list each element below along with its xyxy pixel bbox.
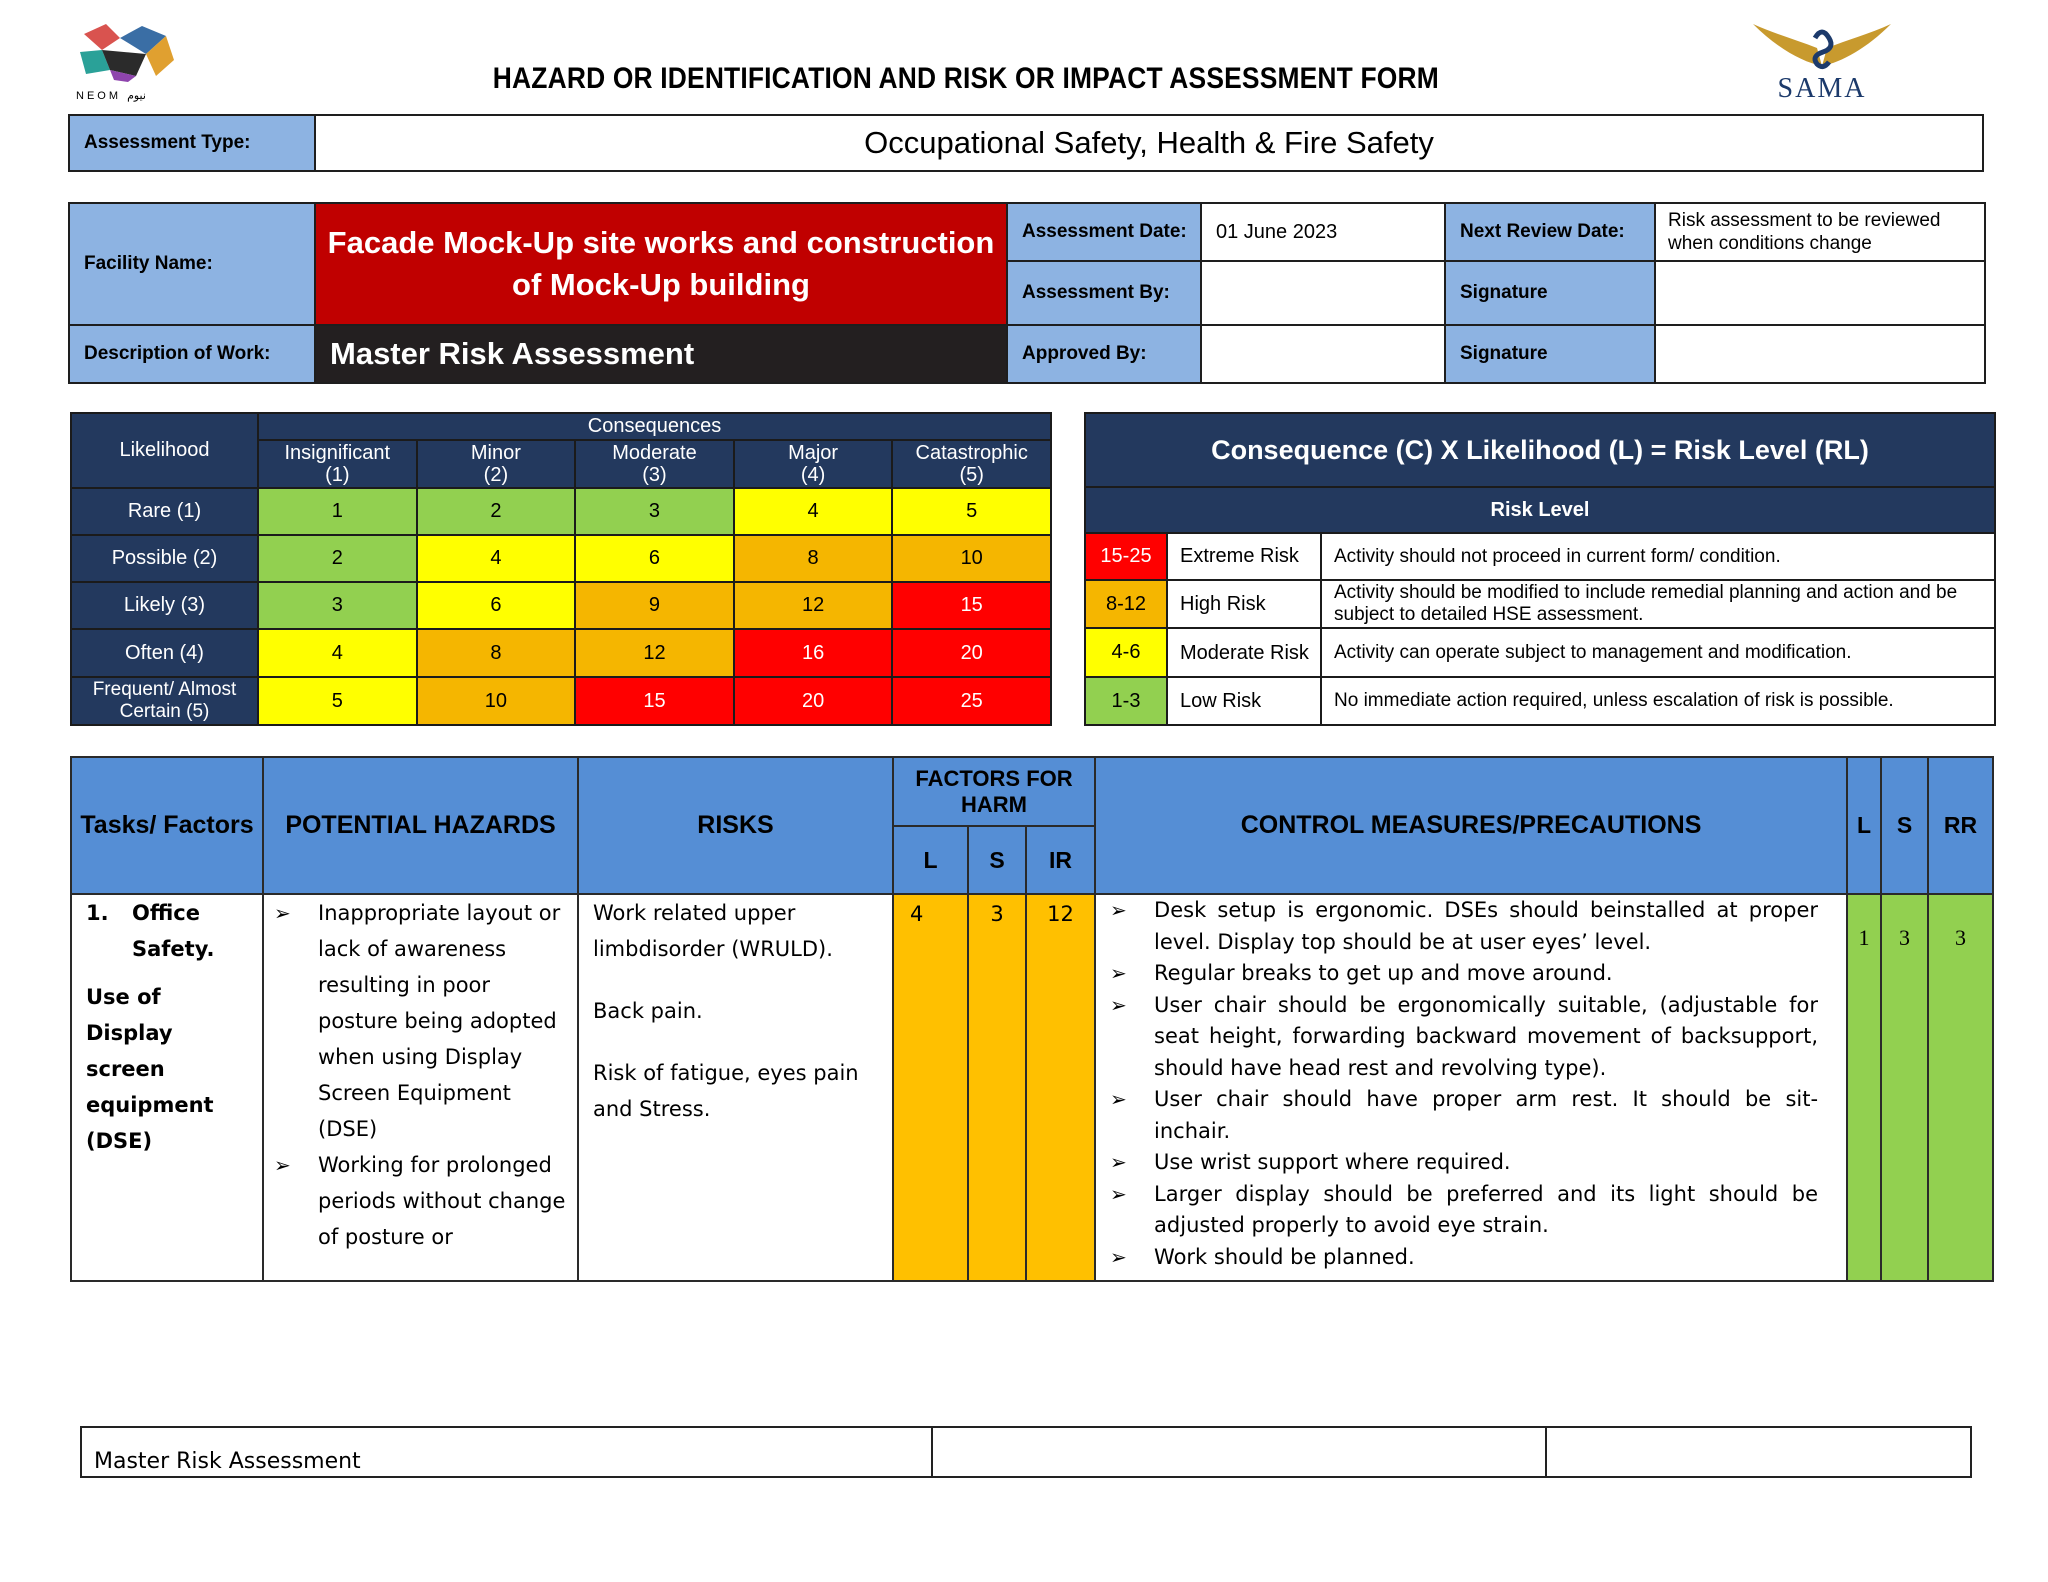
matrix-cell: 8 xyxy=(417,629,576,677)
legend-range-moderate: 4-6 xyxy=(1085,628,1167,677)
legend-action-low: No immediate action required, unless escalation of risk is possible. xyxy=(1321,677,1995,725)
signature-label-2: Signature xyxy=(1445,325,1655,383)
matrix-cell: 12 xyxy=(734,582,893,629)
control-item: ➢ Desk setup is ergonomic. DSEs should beinstalled at proper level. Display top should be at user eyes’ level. xyxy=(1110,895,1818,958)
controls-cell xyxy=(1095,894,1847,1281)
matrix-cell: 12 xyxy=(575,629,734,677)
task-cell xyxy=(71,894,263,1281)
consequences-header: Consequences xyxy=(258,413,1051,440)
legend-action-moderate: Activity can operate subject to management and modification. xyxy=(1321,628,1995,677)
matrix-cell: 4 xyxy=(417,535,576,582)
header-l2: L xyxy=(1847,757,1881,894)
form-title: HAZARD OR IDENTIFICATION AND RISK OR IMPACT ASSESSMENT FORM xyxy=(492,62,1439,95)
risk-matrix-table xyxy=(70,412,1052,726)
neom-logo-text: NEOM نيوم xyxy=(76,90,146,102)
header-tasks: Tasks/ Factors xyxy=(71,757,263,894)
likelihood-header: Likelihood xyxy=(71,413,258,488)
control-item: ➢ Larger display should be preferred and its light should be adjusted properly to avoid eye strain. xyxy=(1110,1179,1818,1242)
approved-by-label: Approved By: xyxy=(1007,325,1201,383)
consequence-col-moderate xyxy=(575,440,734,488)
consequence-col-catastrophic xyxy=(892,440,1051,488)
neom-logo xyxy=(76,20,176,102)
matrix-cell: 2 xyxy=(258,535,417,582)
consequence-col-insignificant xyxy=(258,440,417,488)
consequence-name: Minor xyxy=(470,442,521,464)
header-risks: RISKS xyxy=(578,757,893,894)
matrix-cell: 5 xyxy=(258,677,417,725)
consequence-score: (2) xyxy=(483,464,509,486)
consequence-name: Insignificant xyxy=(284,442,391,464)
residual-rr-value: 3 xyxy=(1928,894,1993,1281)
matrix-cell: 2 xyxy=(417,488,576,535)
footer-table xyxy=(80,1426,1972,1478)
risk-item: Work related upper limbdisorder (WRULD). xyxy=(593,901,833,961)
next-review-date-label: Next Review Date: xyxy=(1445,203,1655,261)
header-s: S xyxy=(968,826,1026,894)
facility-name-label: Facility Name: xyxy=(69,203,315,325)
likelihood-rare: Rare (1) xyxy=(71,488,258,535)
matrix-cell: 16 xyxy=(734,629,893,677)
legend-subtitle: Risk Level xyxy=(1085,487,1995,533)
likelihood-likely: Likely (3) xyxy=(71,582,258,629)
header-s2: S xyxy=(1881,757,1928,894)
matrix-cell: 6 xyxy=(417,582,576,629)
consequence-score: (5) xyxy=(959,464,984,486)
likelihood-possible: Possible (2) xyxy=(71,535,258,582)
header-control-measures: CONTROL MEASURES/PRECAUTIONS xyxy=(1095,757,1847,894)
factor-s-value: 3 xyxy=(968,894,1026,1281)
assessment-date-value: 01 June 2023 xyxy=(1201,203,1445,261)
header-hazards: POTENTIAL HAZARDS xyxy=(263,757,578,894)
risk-item: Risk of fatigue, eyes pain and Stress. xyxy=(593,1061,859,1121)
footer-cell-2 xyxy=(932,1427,1546,1477)
matrix-cell: 5 xyxy=(892,488,1051,535)
risks-cell xyxy=(578,894,893,1281)
consequence-score: (4) xyxy=(800,464,826,486)
hazards-cell xyxy=(263,894,578,1281)
legend-level-moderate: Moderate Risk xyxy=(1167,628,1321,677)
legend-action-high: Activity should be modified to include remedial planning and action and be subject to detailed HSE assessment. xyxy=(1321,580,1995,628)
header-ir: IR xyxy=(1026,826,1095,894)
consequence-score: (1) xyxy=(325,464,350,486)
consequence-name: Catastrophic xyxy=(915,442,1028,464)
assessment-type-label: Assessment Type: xyxy=(69,115,315,171)
header-factors-for-harm: FACTORS FOR HARM xyxy=(893,757,1095,826)
consequence-name: Moderate xyxy=(612,442,697,464)
signature-label-1: Signature xyxy=(1445,261,1655,325)
legend-action-extreme: Activity should not proceed in current form/ condition. xyxy=(1321,533,1995,580)
control-item: ➢ Regular breaks to get up and move around. xyxy=(1110,958,1818,990)
description-of-work-value: Master Risk Assessment xyxy=(315,325,1007,383)
consequence-name: Major xyxy=(788,442,839,464)
matrix-cell: 4 xyxy=(734,488,893,535)
consequence-col-minor xyxy=(417,440,576,488)
matrix-cell: 25 xyxy=(892,677,1051,725)
legend-range-low: 1-3 xyxy=(1085,677,1167,725)
matrix-cell: 3 xyxy=(258,582,417,629)
control-item: ➢ Work should be planned. xyxy=(1110,1242,1818,1274)
likelihood-frequent: Frequent/ Almost Certain (5) xyxy=(71,677,258,725)
task-number: 1. xyxy=(86,901,109,925)
likelihood-often: Often (4) xyxy=(71,629,258,677)
matrix-cell: 3 xyxy=(575,488,734,535)
facility-name-value: Facade Mock-Up site works and construction of Mock-Up building xyxy=(315,203,1007,325)
facility-info-table xyxy=(68,202,1986,384)
legend-title: Consequence (C) X Likelihood (L) = Risk Level (RL) xyxy=(1085,413,1995,487)
legend-level-extreme: Extreme Risk xyxy=(1167,533,1321,580)
description-of-work-label: Description of Work: xyxy=(69,325,315,383)
risk-level-legend xyxy=(1084,412,1996,726)
control-item: ➢ User chair should have proper arm rest. It should be sit-inchair. xyxy=(1110,1084,1818,1147)
assessment-type-value: Occupational Safety, Health & Fire Safety xyxy=(315,115,1983,171)
task-title: Office Safety. xyxy=(132,901,215,961)
residual-s-value: 3 xyxy=(1881,894,1928,1281)
sama-logo xyxy=(1742,18,1902,110)
matrix-cell: 9 xyxy=(575,582,734,629)
signature-value-2[interactable] xyxy=(1655,325,1985,383)
factor-ir-value: 12 xyxy=(1026,894,1095,1281)
matrix-cell: 15 xyxy=(892,582,1051,629)
signature-value-1[interactable] xyxy=(1655,261,1985,325)
matrix-cell: 20 xyxy=(734,677,893,725)
assessment-by-value[interactable] xyxy=(1201,261,1445,325)
hazard-item: ➢ Working for prolonged periods without change of posture or xyxy=(274,1147,571,1255)
factor-l-value: 4 xyxy=(893,894,968,1281)
matrix-cell: 20 xyxy=(892,629,1051,677)
approved-by-value[interactable] xyxy=(1201,325,1445,383)
footer-title: Master Risk Assessment xyxy=(81,1427,932,1477)
risk-item: Back pain. xyxy=(593,999,703,1023)
control-item: ➢ Use wrist support where required. xyxy=(1110,1147,1818,1179)
risk-assessment-table xyxy=(70,756,1994,1282)
header-l: L xyxy=(893,826,968,894)
next-review-date-value: Risk assessment to be reviewed when conditions change xyxy=(1655,203,1985,261)
sama-wings-icon xyxy=(1747,18,1897,76)
legend-range-high: 8-12 xyxy=(1085,580,1167,628)
control-item: ➢ User chair should be ergonomically suitable, (adjustable for seat height, forwarding backward movement of backsupport, should have head rest and revolving type). xyxy=(1110,990,1818,1085)
consequence-score: (3) xyxy=(642,464,667,486)
legend-range-extreme: 15-25 xyxy=(1085,533,1167,580)
legend-level-high: High Risk xyxy=(1167,580,1321,628)
sama-logo-text: SAMA xyxy=(1777,73,1867,104)
hazard-item: ➢ Inappropriate layout or lack of awareness resulting in poor posture being adopted when using Display Screen Equipment (DSE) xyxy=(274,895,571,1147)
neom-logo-icon xyxy=(76,20,176,82)
assessment-by-label: Assessment By: xyxy=(1007,261,1201,325)
consequence-col-major xyxy=(734,440,893,488)
legend-level-low: Low Risk xyxy=(1167,677,1321,725)
task-subtitle: Use of Display screen equipment (DSE) xyxy=(86,985,214,1153)
assessment-type-table xyxy=(68,114,1984,172)
matrix-cell: 10 xyxy=(892,535,1051,582)
assessment-date-label: Assessment Date: xyxy=(1007,203,1201,261)
matrix-cell: 6 xyxy=(575,535,734,582)
matrix-cell: 1 xyxy=(258,488,417,535)
footer-cell-3 xyxy=(1546,1427,1971,1477)
matrix-cell: 8 xyxy=(734,535,893,582)
residual-l-value: 1 xyxy=(1847,894,1881,1281)
matrix-cell: 10 xyxy=(417,677,576,725)
header-rr: RR xyxy=(1928,757,1993,894)
matrix-cell: 15 xyxy=(575,677,734,725)
matrix-cell: 4 xyxy=(258,629,417,677)
